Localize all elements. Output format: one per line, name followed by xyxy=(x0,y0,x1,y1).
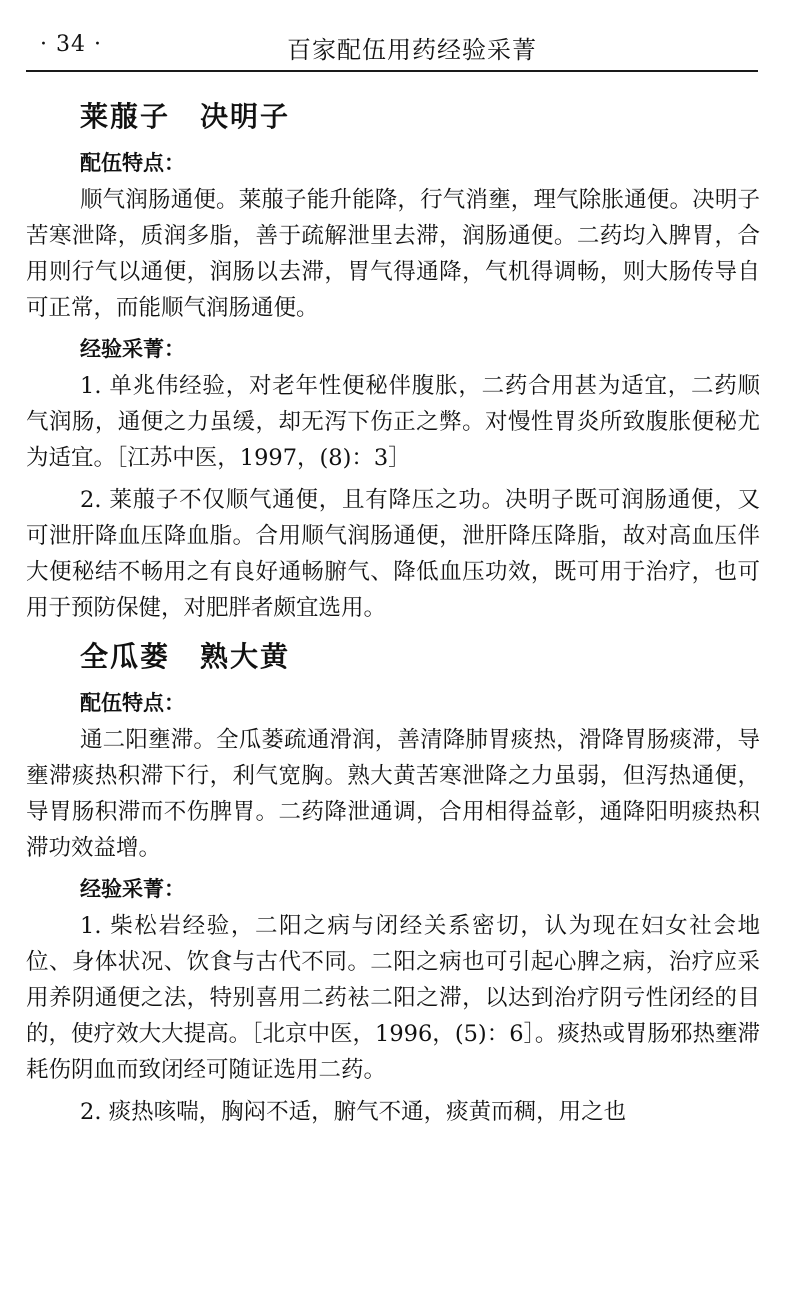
traits-paragraph: 通二阳壅滞。全瓜蒌疏通滑润，善清降肺胃痰热，滑降胃肠痰滞，导壅滞痰热积滞下行，利气宽胸。熟大黄苦寒泄降之力虽弱，但泻热通便，导胃肠积滞而不伤脾胃。二药降泄通调，合用相得益彰，通降阳明痰热积滞功效益增。 xyxy=(26,727,760,861)
running-header xyxy=(26,22,758,72)
experience-heading: 经验采菁： xyxy=(80,877,185,901)
experience-item: 2. 痰热咳喘，胸闷不适，腑气不通，痰黄而稠，用之也 xyxy=(80,1099,627,1125)
page-body xyxy=(26,96,760,1130)
experience-heading: 经验采菁： xyxy=(80,337,185,361)
traits-paragraph: 顺气润肠通便。莱菔子能升能降，行气消壅，理气除胀通便。决明子苦寒泄降，质润多脂，善于疏解泄里去滞，润肠通便。二药均入脾胃，合用则行气以通便，润肠以去滞，胃气得通降，气机得调畅，则大肠传导自可正常，而能顺气润肠通便。 xyxy=(26,187,760,321)
section-title: 全瓜蒌 熟大黄 xyxy=(80,640,291,673)
section-gualou-dahuang xyxy=(26,636,760,1130)
section-title: 莱菔子 决明子 xyxy=(80,100,291,133)
section-laifuzi-jueming xyxy=(26,96,760,626)
running-title: 百家配伍用药经验采菁 xyxy=(287,36,537,64)
traits-heading: 配伍特点： xyxy=(80,691,185,715)
experience-item: 1. 单兆伟经验，对老年性便秘伴腹胀，二药合用甚为适宜，二药顺气润肠，通便之力虽缓，却无泻下伤正之弊。对慢性胃炎所致腹胀便秘尤为适宜。［江苏中医，1997，(8)：3］ xyxy=(26,373,760,471)
experience-item: 1. 柴松岩经验，二阳之病与闭经关系密切，认为现在妇女社会地位、身体状况、饮食与古代不同。二阳之病也可引起心脾之病，治疗应采用养阴通便之法，特别喜用二药袪二阳之滞，以达到治疗阴亏性闭经的目的，使疗效大大提高。［北京中医，1996，(5)：6］。痰热或胃肠邪热壅滞耗伤阴血而致闭经可随证选用二药。 xyxy=(26,913,760,1083)
page-number: · 34 · xyxy=(40,32,102,57)
experience-item: 2. 莱菔子不仅顺气通便，且有降压之功。决明子既可润肠通便，又可泄肝降血压降血脂。合用顺气润肠通便，泄肝降压降脂，故对高血压伴大便秘结不畅用之有良好通畅腑气、降低血压功效，既可用于治疗，也可用于预防保健，对肥胖者颇宜选用。 xyxy=(26,487,760,621)
traits-heading: 配伍特点： xyxy=(80,151,185,175)
